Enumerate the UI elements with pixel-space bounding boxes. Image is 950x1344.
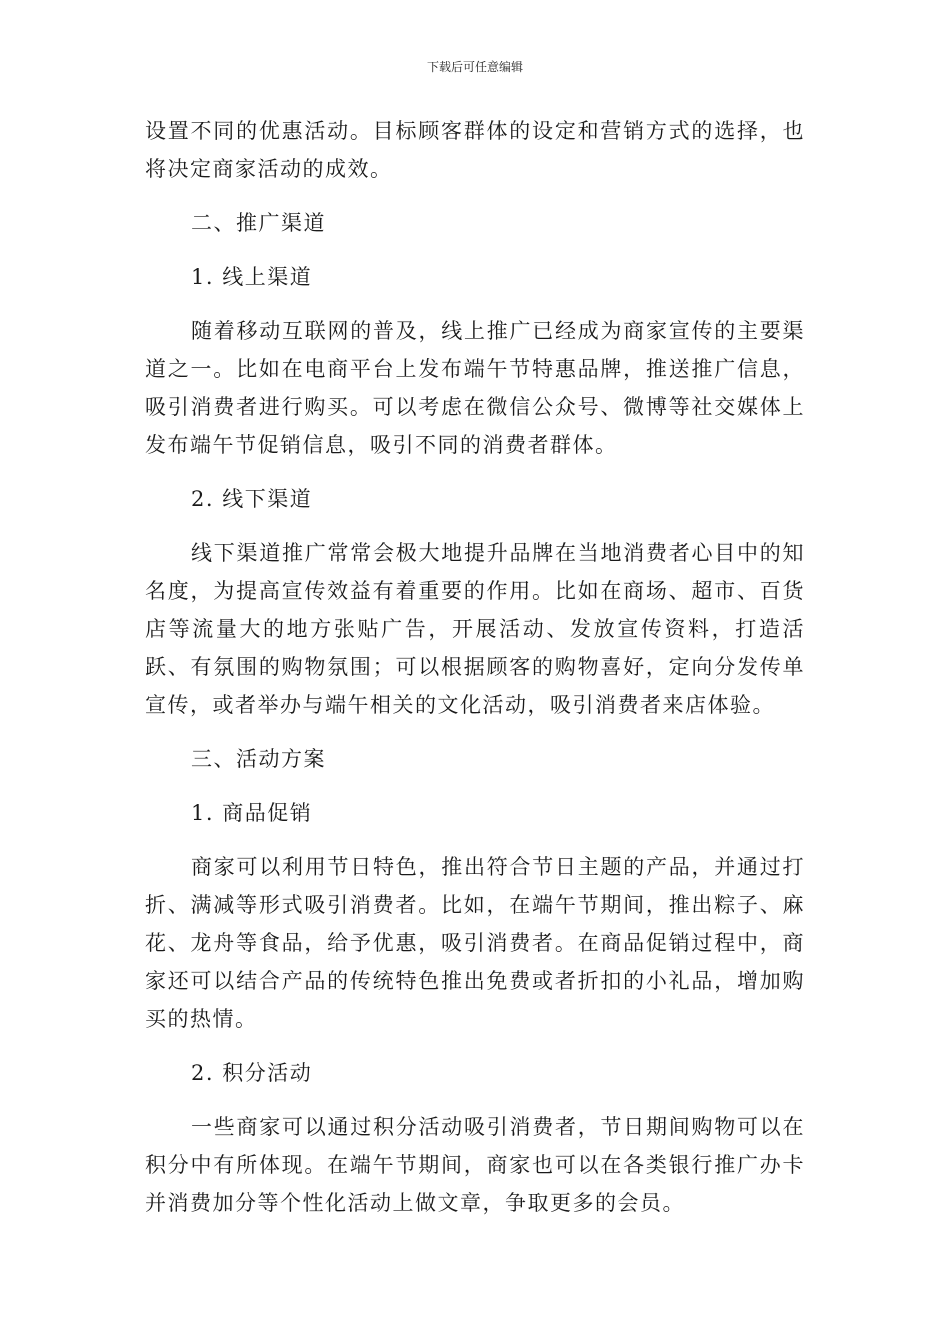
page-header: 下载后可任意编辑 — [426, 60, 523, 74]
paragraph-offline-channels: 线下渠道推广常常会极大地提升品牌在当地消费者心目中的知名度，为提高宣传效益有着重要的作用。比如在商场、超市、百货店等流量大的地方张贴广告，开展活动、发放宣传资料，打造活跃、有氛围的购物氛围；可以根据顾客的购物喜好，定向分发传单宣传，或者举办与端午相关的文化活动，吸引消费者来店体验。 — [145, 541, 805, 717]
paragraph-points-activity: 一些商家可以通过积分活动吸引消费者，节日期间购物可以在积分中有所体现。在端午节期间，商家也可以在各类银行推广办卡并消费加分等个性化活动上做文章，争取更多的会员。 — [145, 1115, 805, 1215]
subheading-offline-channels: 2. 线下渠道 — [191, 487, 313, 511]
subheading-points-activity: 2. 积分活动 — [191, 1061, 313, 1085]
subheading-online-channels: 1. 线上渠道 — [191, 265, 313, 289]
paragraph-online-channels: 随着移动互联网的普及，线上推广已经成为商家宣传的主要渠道之一。比如在电商平台上发布端午节特惠品牌，推送推广信息，吸引消费者进行购买。可以考虑在微信公众号、微博等社交媒体上发布端午节促销信息，吸引不同的消费者群体。 — [145, 319, 805, 457]
section-heading-activity-plan: 三、活动方案 — [191, 747, 326, 771]
paragraph-product-promotion: 商家可以利用节日特色，推出符合节日主题的产品，并通过打折、满减等形式吸引消费者。比如，在端午节期间，推出粽子、麻花、龙舟等食品，给予优惠，吸引消费者。在商品促销过程中，商家还可以结合产品的传统特色推出免费或者折扣的小礼品，增加购买的热情。 — [145, 855, 805, 1031]
document-body — [145, 112, 805, 1222]
section-heading-promotion-channels: 二、推广渠道 — [191, 211, 326, 235]
paragraph-continued: 设置不同的优惠活动。目标顾客群体的设定和营销方式的选择，也将决定商家活动的成效。 — [145, 119, 805, 181]
subheading-product-promotion: 1. 商品促销 — [191, 801, 313, 825]
